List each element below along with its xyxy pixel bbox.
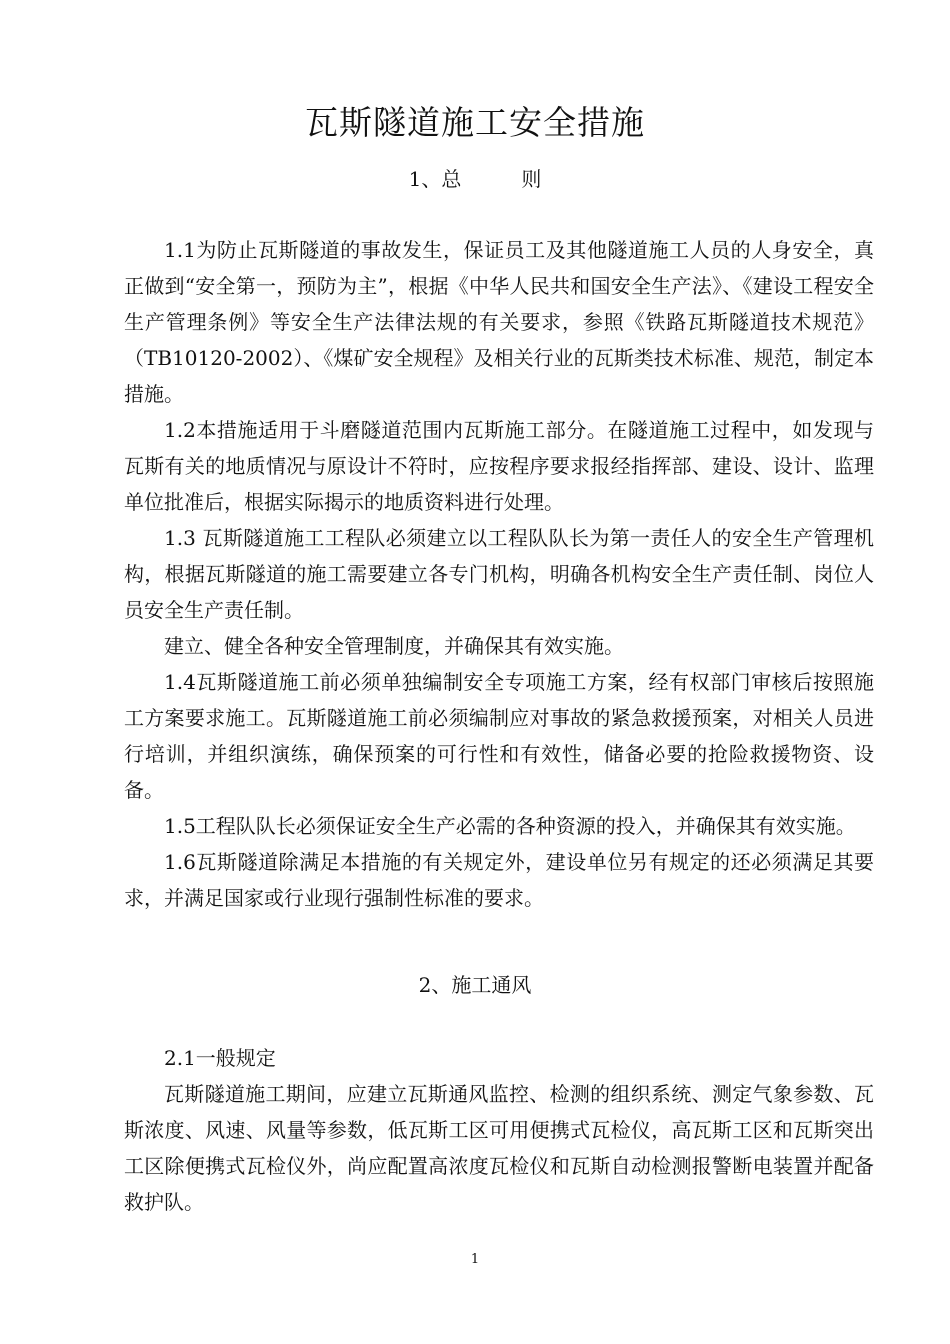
section-heading-ventilation: 2、施工通风 bbox=[418, 973, 532, 997]
paragraph-1-1: 1.1为防止瓦斯隧道的事故发生，保证员工及其他隧道施工人员的人身安全，真正做到“安全第一，预防为主”，根据《中华人民共和国安全生产法》、《建设工程安全生产管理条例》等安全生产法律法规的有关要求，参照《铁路瓦斯隧道技术规范》（TB10120-2002）、《煤矿安全规程》及相关行业的瓦斯类技术标准、规范，制定本措施。 bbox=[124, 238, 874, 406]
paragraph-1-4: 1.4瓦斯隧道施工前必须单独编制安全专项施工方案，经有权部门审核后按照施工方案要求施工。瓦斯隧道施工前必须编制应对事故的紧急救援预案，对相关人员进行培训，并组织演练，确保预案的可行性和有效性，储备必要的抢险救援物资、设备。 bbox=[124, 670, 874, 802]
section-body-ventilation bbox=[124, 1040, 874, 1220]
section-heading-general: 1、总 则 bbox=[408, 167, 542, 191]
paragraph-1-3-cont: 建立、健全各种安全管理制度，并确保其有效实施。 bbox=[164, 634, 624, 658]
page-number: 1 bbox=[470, 1252, 480, 1267]
paragraph-2-1: 瓦斯隧道施工期间，应建立瓦斯通风监控、检测的组织系统、测定气象参数、瓦斯浓度、风速、风量等参数，低瓦斯工区可用便携式瓦检仪，高瓦斯工区和瓦斯突出工区除便携式瓦检仪外，尚应配置高浓度瓦检仪和瓦斯自动检测报警断电装置并配备救护队。 bbox=[124, 1082, 874, 1214]
paragraph-1-6: 1.6瓦斯隧道除满足本措施的有关规定外，建设单位另有规定的还必须满足其要求，并满足国家或行业现行强制性标准的要求。 bbox=[124, 850, 874, 910]
document-title: 瓦斯隧道施工安全措施 bbox=[305, 103, 645, 142]
paragraph-1-2: 1.2本措施适用于斗磨隧道范围内瓦斯施工部分。在隧道施工过程中，如发现与瓦斯有关的地质情况与原设计不符时，应按程序要求报经指挥部、建设、设计、监理单位批准后，根据实际揭示的地质资料进行处理。 bbox=[124, 418, 874, 514]
paragraph-1-3: 1.3 瓦斯隧道施工工程队必须建立以工程队队长为第一责任人的安全生产管理机构，根据瓦斯隧道的施工需要建立各专门机构，明确各机构安全生产责任制、岗位人员安全生产责任制。 bbox=[124, 526, 874, 622]
section-body-general bbox=[124, 232, 874, 916]
subheading-2-1: 2.1一般规定 bbox=[164, 1046, 276, 1070]
paragraph-1-5: 1.5工程队队长必须保证安全生产必需的各种资源的投入，并确保其有效实施。 bbox=[164, 814, 856, 838]
